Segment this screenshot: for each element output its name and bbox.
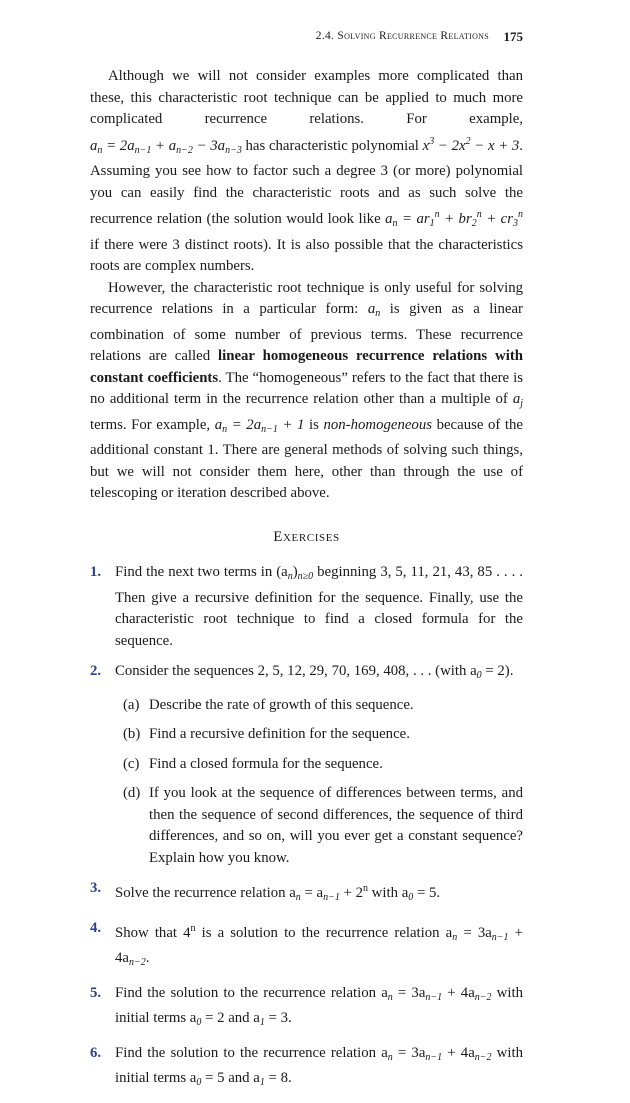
text-run: . The “homogeneous” refers to the fact that there is no additional term in the recurrence relation other than a multiple of xyxy=(90,369,524,407)
exercise-subpart xyxy=(115,783,523,869)
subpart-text: If you look at the sequence of differences between terms, and then the sequence of second differences, the sequence of third differences, and so on, will you ever get a constant sequence? Explain how you know. xyxy=(149,785,523,866)
text-run: . Assuming you see how to factor such a degree 3 (or more) polynomial you can easily find the characteristic roots and as such solve the recurrence relation (the solution would look like xyxy=(90,137,523,227)
math-inline: $a_n = 2a_{n-1} + 1$ xyxy=(214,416,305,435)
page-body xyxy=(90,66,523,1103)
exercise-text: Find the next two terms in $(a_n)_{n\ge 0}$ beginning 3, 5, 11, 21, 43, 85 . . . . Then give a recursive definition for the sequence. Finally, use the characteristic root technique to find a closed formula for the sequence. xyxy=(115,564,523,649)
section-title: 2.4. Solving Recurrence Relations xyxy=(315,30,489,42)
math-inline: $a_n$ xyxy=(367,301,381,319)
exercise-number: 3. xyxy=(90,880,102,896)
exercise-item xyxy=(90,562,523,652)
math-inline: $a_j$ xyxy=(512,391,523,409)
subpart-text: Find a closed formula for the sequence. xyxy=(149,755,383,772)
exercise-item xyxy=(90,983,523,1034)
math-inline: $a_n = 2a_{n-1} + a_{n-2} - 3a_{n-3}$ xyxy=(90,137,242,156)
exercise-item xyxy=(90,918,523,974)
subpart-label: (b) xyxy=(123,726,141,742)
text-run: is xyxy=(304,416,324,433)
italic-term: non-homogeneous xyxy=(323,416,432,433)
exercise-item xyxy=(90,1043,523,1094)
paragraph-1 xyxy=(90,66,523,278)
text-run: because of the additional constant 1. There are general methods of solving such things, but we will not consider them here, other than through the use of telescoping or iteration described above. xyxy=(90,416,524,501)
exercise-subpart xyxy=(115,695,523,717)
subpart-label: (d) xyxy=(123,785,141,801)
text-run: if there were 3 distinct roots). It is also possible that the characteristics roots are complex numbers. xyxy=(90,236,523,274)
exercise-text: Show that 4$^n$ is a solution to the recurrence relation $a_n = 3a_{n-1} + 4a_{n-2}$. xyxy=(115,922,523,968)
subpart-label: (c) xyxy=(123,755,140,772)
exercise-item xyxy=(90,878,523,909)
exercise-text: Find the solution to the recurrence relation $a_n = 3a_{n-1} + 4a_{n-2}$ with initial terms $a_0 = 2$ and $a_1 = 3$. xyxy=(115,984,523,1028)
subpart-text: Describe the rate of growth of this sequence. xyxy=(149,696,414,713)
exercise-item xyxy=(90,661,523,869)
running-header xyxy=(90,30,523,48)
exercise-text: Solve the recurrence relation $a_n = a_{n-1} + 2^n$ with $a_0 = 5$. xyxy=(115,883,441,903)
exercise-number: 2. xyxy=(90,663,102,679)
exercise-subpart xyxy=(115,724,523,746)
math-inline: $a_n = ar_1^n + br_2^n + cr_3^n$ xyxy=(385,209,523,229)
subpart-label: (a) xyxy=(123,696,140,713)
math-inline: $x^3 - 2x^2 - x + 3$ xyxy=(422,135,520,154)
exercise-number: 5. xyxy=(90,984,102,1001)
text-run: is given as a linear combination of some number of previous terms. These recurrence relations are called xyxy=(90,301,523,364)
exercise-number: 4. xyxy=(90,919,102,936)
paragraph-2 xyxy=(90,278,523,505)
subpart-text: Find a recursive definition for the sequence. xyxy=(149,726,410,742)
text-run: has characteristic polynomial xyxy=(241,137,423,154)
text-run: However, the characteristic root technique is only useful for solving recurrence relations in a particular form: xyxy=(90,279,523,317)
page-number: 175 xyxy=(503,29,523,44)
exercise-text: Find the solution to the recurrence relation $a_n = 3a_{n-1} + 4a_{n-2}$ with initial terms $a_0 = 5$ and $a_1 = 8$. xyxy=(115,1044,523,1088)
exercise-number: 1. xyxy=(90,564,102,580)
bold-term: linear homogeneous recurrence relations with constant coefficients xyxy=(90,348,523,386)
exercises-heading: Exercises xyxy=(273,528,340,545)
exercise-subparts xyxy=(115,695,523,870)
text-run: Although we will not consider examples more complicated than these, this characteristic root technique can be applied to much more complicated recurrence relations. For example, xyxy=(90,68,523,127)
exercise-subpart xyxy=(115,754,523,776)
exercise-list xyxy=(90,562,523,1094)
exercise-number: 6. xyxy=(90,1044,102,1061)
text-run: terms. For example, xyxy=(90,416,215,433)
exercise-text: Consider the sequences 2, 5, 12, 29, 70, 169, 408, . . . (with $a_0 = 2$). xyxy=(115,663,514,681)
